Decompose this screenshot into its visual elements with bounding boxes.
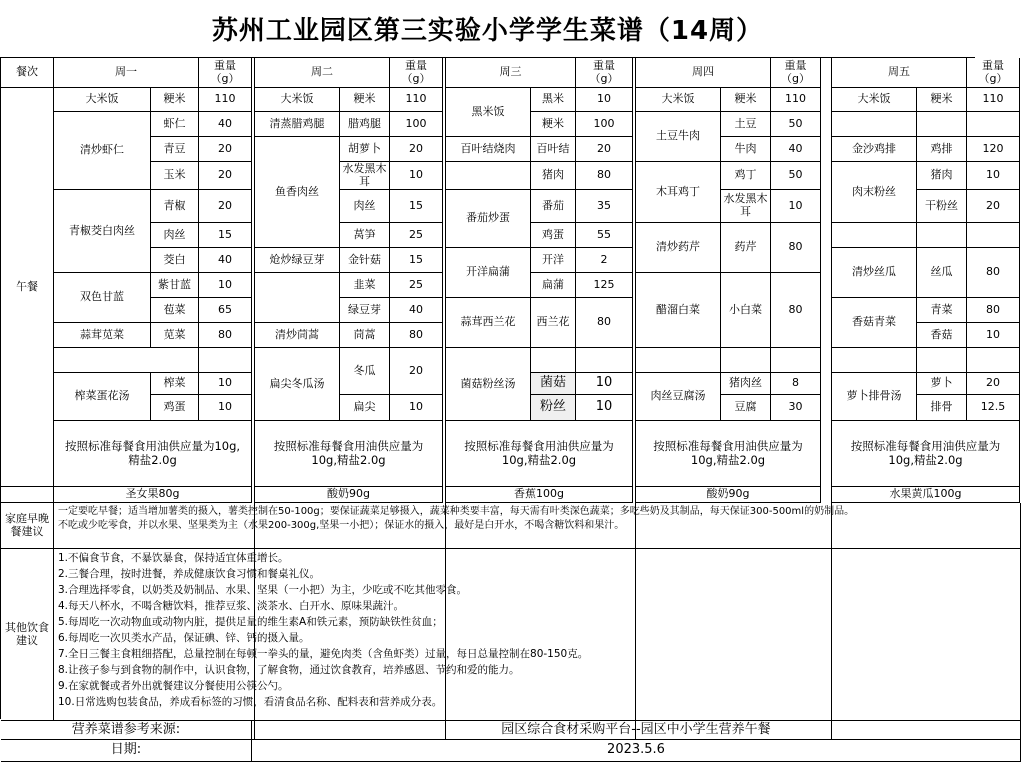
fri-empty-2w	[967, 223, 1020, 248]
tue-dish-4: 炝炒绿豆芽	[255, 248, 340, 273]
thu-dish-2: 土豆牛肉	[636, 112, 721, 162]
thu-empty-ing	[721, 348, 771, 373]
tue-weight-4c: 40	[390, 298, 443, 323]
mon-weight-1: 110	[199, 88, 252, 112]
mon-dish-1: 大米饭	[54, 88, 151, 111]
fri-weight-4: 80	[967, 248, 1020, 298]
thu-dish-6: 肉丝豆腐汤	[636, 373, 721, 421]
fri-dish-3: 肉末粉丝	[832, 162, 917, 223]
advice-item: 2.三餐合理，按时进餐，养成健康饮食习惯和餐桌礼仪。	[58, 567, 321, 580]
mon-weight-2c: 20	[199, 162, 252, 190]
advice-item: 9.在家就餐或者外出就餐建议分餐使用公筷公勺。	[58, 679, 289, 692]
thu-snack: 酸奶90g	[636, 487, 821, 503]
advice-item: 3.合理选择零食，以奶类及奶制品、水果、坚果（一小把）为主，少吃或不吃其他零食。	[58, 583, 468, 596]
snack-row-label-blank	[1, 487, 54, 503]
fri-weight-5a: 80	[967, 298, 1020, 323]
wed-ing-6b: 粉丝	[531, 395, 576, 421]
wed-weight-2b: 80	[576, 162, 633, 190]
fri-empty-3w	[967, 348, 1020, 373]
wed-weight-3b: 55	[576, 223, 633, 248]
mon-ing-3c: 茭白	[163, 252, 186, 266]
thu-weight-2a: 50	[771, 112, 821, 137]
thu-weight-4: 80	[771, 223, 821, 273]
fri-oil-note: 按照标准每餐食用油供应量为10g,精盐2.0g	[832, 421, 1020, 487]
fri-weight-5b: 10	[967, 323, 1020, 348]
tue-dish-3: 鱼香肉丝	[255, 137, 340, 248]
wed-dish-1: 黑米饭	[446, 88, 531, 137]
wed-ing-3a: 番茄	[531, 190, 576, 223]
wed-oil-note: 按照标准每餐食用油供应量为10g,精盐2.0g	[446, 421, 633, 487]
tue-dish-6: 扁尖冬瓜汤	[255, 348, 340, 421]
wed-weight-6b: 10	[576, 395, 633, 421]
family-advice-line-1: 一定要吃早餐；适当增加薯类的摄入，薯类控制在50-100g；要保证蔬菜足够摄入，蔬菜种类要丰富，每天需有叶类深色蔬菜；多吃些奶及其制品，每天保证300-500ml的奶制品。	[58, 506, 855, 517]
fri-empty-1i	[917, 112, 967, 137]
advice-item: 6.每周吃一次贝类水产品，保证碘、锌、钙的摄入量。	[58, 631, 310, 644]
tue-weight-6a: 20	[390, 348, 443, 395]
source-value: 园区综合食材采购平台--园区中小学生营养午餐	[252, 721, 1021, 740]
mon-oil-note: 按照标准每餐食用油供应量为10g,精盐2.0g	[54, 421, 252, 487]
tue-ing-4b: 韭菜	[340, 273, 390, 298]
advice-item: 1.不偏食节食，不暴饮暴食，保持适宜体重增长。	[58, 552, 289, 564]
tue-dish-5: 清炒茼蒿	[255, 323, 340, 348]
tue-ing-2: 腊鸡腿	[340, 112, 390, 137]
tue-weight-4a: 15	[390, 248, 443, 273]
tue-ing-3d: 莴笋	[340, 223, 390, 248]
mon-block-3	[54, 190, 199, 273]
mon-ing-5: 苋菜	[163, 327, 186, 341]
wed-ing-2b: 猪肉	[531, 162, 576, 190]
fri-weight-3a: 10	[967, 162, 1020, 190]
wed-weight-5: 80	[576, 298, 633, 348]
fri-empty-2i	[917, 223, 967, 248]
other-advice-list	[54, 549, 1021, 721]
meal-column-header: 餐次	[1, 58, 54, 88]
thu-dish-4: 清炒药芹	[636, 223, 721, 273]
fri-dish-6: 萝卜排骨汤	[832, 373, 917, 421]
advice-item: 4.每天八杯水，不喝含糖饮料，推荐豆浆、淡茶水、白开水、原味果蔬汁。	[58, 599, 405, 612]
tue-ing-6a: 冬瓜	[340, 348, 390, 395]
fri-ing-3b: 干粉丝	[917, 190, 967, 223]
mon-weight-4a: 10	[199, 273, 252, 298]
wed-ing-1b: 粳米	[531, 112, 576, 137]
tue-ing-3c: 肉丝	[340, 190, 390, 223]
wed-dish-3: 番茄炒蛋	[446, 190, 531, 248]
tue-ing-4c: 绿豆芽	[340, 298, 390, 323]
thu-ing-3a: 鸡丁	[721, 162, 771, 190]
thu-weight-5: 80	[771, 273, 821, 348]
tue-weight-4b: 25	[390, 273, 443, 298]
fri-ing-1: 粳米	[917, 88, 967, 112]
mon-row-5	[54, 323, 199, 348]
wed-ing-3b: 鸡蛋	[531, 223, 576, 248]
mon-weight-2a: 40	[199, 112, 252, 137]
advice-item: 10.日常选购包装食品，养成看标签的习惯，看清食品名称、配料表和营养成分表。	[58, 695, 443, 708]
mon-empty-row	[54, 348, 199, 373]
mon-ing-1: 粳米	[163, 92, 186, 106]
thu-dish-5: 醋溜白菜	[636, 273, 721, 348]
mon-weight-5: 80	[199, 323, 252, 348]
mon-weight-3a: 20	[199, 190, 252, 223]
advice-item: 5.每周吃一次动物血或动物内脏，提供足量的维生素A和铁元素，预防缺铁性贫血；	[58, 615, 443, 628]
mon-ing-3b: 肉丝	[151, 223, 198, 248]
fri-empty-3	[832, 348, 917, 373]
other-advice-label: 其他饮食建议	[1, 549, 54, 721]
wed-empty-weight	[576, 348, 633, 373]
wed-dish-2-cont	[446, 162, 531, 190]
weight-header-thu: 重量 （g）	[771, 58, 821, 88]
thu-empty-weight	[771, 348, 821, 373]
mon-ing-2b: 青豆	[151, 137, 198, 162]
tue-weight-3d: 25	[390, 223, 443, 248]
mon-ing-2a: 虾仁	[151, 112, 198, 137]
mon-block-6	[54, 373, 199, 421]
fri-dish-4: 清炒丝瓜	[832, 248, 917, 298]
advice-item: 8.让孩子参与到食物的制作中，认识食物，了解食物，通过饮食教育，培养感恩、节约和爱的能力。	[58, 663, 520, 676]
mon-ing-6a: 榨菜	[151, 373, 198, 395]
thu-dish-3: 木耳鸡丁	[636, 162, 721, 223]
thu-weight-1: 110	[771, 88, 821, 112]
family-advice-line-2: 不吃或少吃零食，并以水果、坚果类为主（水果200-300g,坚果一小把）；保证水的摄入，最好是白开水，不喝含糖饮料和果汁。	[58, 519, 625, 531]
fri-ing-2: 鸡排	[917, 137, 967, 162]
tue-ing-1: 粳米	[340, 88, 390, 112]
tue-snack: 酸奶90g	[255, 487, 443, 503]
fri-dish-5: 香菇青菜	[832, 298, 917, 348]
wed-dish-6: 菌菇粉丝汤	[446, 348, 531, 421]
wed-weight-1b: 100	[576, 112, 633, 137]
mon-dish-4: 双色甘蓝	[54, 273, 151, 322]
thu-weight-6b: 30	[771, 395, 821, 421]
mon-weight-6b: 10	[199, 395, 252, 421]
mon-dish-6: 榨菜蛋花汤	[54, 373, 151, 420]
tue-weight-2: 100	[390, 112, 443, 137]
tue-weight-6b: 10	[390, 395, 443, 421]
weight-header-tue: 重量 （g）	[390, 58, 443, 88]
mon-ing-6b: 鸡蛋	[163, 400, 186, 414]
tue-ing-6b: 扁尖	[340, 395, 390, 421]
weight-header-wed: 重量 （g）	[576, 58, 633, 88]
mon-weight-4b: 65	[199, 298, 252, 323]
thu-dish-1: 大米饭	[636, 88, 721, 112]
mon-dish-2: 清炒虾仁	[54, 112, 151, 189]
mon-ing-4a: 紫甘蓝	[151, 273, 198, 298]
wed-ing-5: 西兰花	[531, 298, 576, 348]
thu-ing-6a: 猪肉丝	[721, 373, 771, 395]
advice-item: 7.全日三餐主食粗细搭配，总量控制在每顿一拳头的量，避免肉类（含鱼虾类）过量，每日总量控制在80-150克。	[58, 647, 589, 660]
tue-dish-1: 大米饭	[255, 88, 340, 112]
tue-weight-3a: 20	[390, 137, 443, 162]
fri-ing-6a: 萝卜	[917, 373, 967, 395]
tue-ing-3a: 胡萝卜	[340, 137, 390, 162]
wed-snack: 香蕉100g	[446, 487, 633, 503]
mon-weight-3b: 15	[199, 223, 252, 248]
fri-ing-5b: 香菇	[917, 323, 967, 348]
fri-empty-2	[832, 223, 917, 248]
wed-dish-4: 开洋扁蒲	[446, 248, 531, 298]
day-header-tue: 周二	[255, 58, 390, 88]
wed-weight-3a: 35	[576, 190, 633, 223]
thu-oil-note: 按照标准每餐食用油供应量为10g,精盐2.0g	[636, 421, 821, 487]
thu-ing-6b: 豆腐	[721, 395, 771, 421]
date-label: 日期:	[1, 740, 252, 762]
tue-dish-4-cont	[255, 273, 340, 323]
tue-weight-1: 110	[390, 88, 443, 112]
meal-label-lunch: 午餐	[1, 88, 54, 487]
day-header-wed: 周三	[446, 58, 576, 88]
date-value: 2023.5.6	[252, 740, 1021, 762]
day-header-fri: 周五	[832, 58, 967, 88]
wed-ing-4b: 扁蒲	[531, 273, 576, 298]
thu-ing-2a: 土豆	[721, 112, 771, 137]
fri-weight-6b: 12.5	[967, 395, 1020, 421]
mon-ing-2c: 玉米	[163, 168, 186, 182]
fri-ing-5a: 青菜	[917, 298, 967, 323]
thu-ing-4: 药芹	[721, 223, 771, 273]
fri-weight-3b: 20	[967, 190, 1020, 223]
thu-ing-1: 粳米	[721, 88, 771, 112]
source-label: 营养菜谱参考来源:	[1, 721, 252, 740]
day-header-mon: 周一	[54, 58, 199, 88]
wed-empty-ing	[531, 348, 576, 373]
fri-empty-1	[832, 112, 917, 137]
mon-block-4	[54, 273, 199, 323]
thu-ing-5: 小白菜	[721, 273, 771, 348]
mon-ing-4b: 苞菜	[163, 302, 186, 316]
page-title: 苏州工业园区第三实验小学学生菜谱（14周）	[211, 15, 764, 46]
tue-ing-4a: 金针菇	[340, 248, 390, 273]
wed-ing-4a: 开洋	[531, 248, 576, 273]
thu-weight-6a: 8	[771, 373, 821, 395]
fri-weight-6a: 20	[967, 373, 1020, 395]
day-header-thu: 周四	[636, 58, 771, 88]
mon-block-2	[54, 112, 199, 190]
thu-ing-2b: 牛肉	[721, 137, 771, 162]
fri-empty-3i	[917, 348, 967, 373]
fri-dish-2: 金沙鸡排	[832, 137, 917, 162]
thu-weight-3b: 10	[771, 190, 821, 223]
thu-ing-3b: 水发黑木耳	[721, 190, 771, 223]
wed-ing-6a: 菌菇	[531, 373, 576, 395]
thu-weight-3a: 50	[771, 162, 821, 190]
family-advice-text	[54, 503, 1021, 549]
tue-weight-5: 80	[390, 323, 443, 348]
mon-weight-2b: 20	[199, 137, 252, 162]
wed-dish-5: 蒜茸西兰花	[446, 298, 531, 348]
thu-weight-2b: 40	[771, 137, 821, 162]
fri-snack: 水果黄瓜100g	[832, 487, 1020, 503]
fri-empty-1w	[967, 112, 1020, 137]
tue-dish-2: 清蒸腊鸡腿	[255, 112, 340, 137]
fri-dish-1: 大米饭	[832, 88, 917, 112]
weight-header-fri: 重量 （g）	[967, 58, 1020, 88]
fri-weight-2: 120	[967, 137, 1020, 162]
fri-ing-6b: 排骨	[917, 395, 967, 421]
wed-ing-1a: 黑米	[531, 88, 576, 112]
wed-weight-4b: 125	[576, 273, 633, 298]
wed-weight-1a: 10	[576, 88, 633, 112]
tue-ing-5: 茼蒿	[340, 323, 390, 348]
wed-dish-2: 百叶结烧肉	[446, 137, 531, 162]
wed-ing-2a: 百叶结	[531, 137, 576, 162]
tue-ing-3b: 水发黑木耳	[340, 162, 390, 190]
fri-ing-4: 丝瓜	[917, 248, 967, 298]
mon-snack: 圣女果80g	[54, 487, 252, 503]
mon-dish-3: 青椒茭白肉丝	[54, 190, 151, 272]
tue-weight-3c: 15	[390, 190, 443, 223]
fri-ing-3a: 猪肉	[917, 162, 967, 190]
mon-weight-6a: 10	[199, 373, 252, 395]
mon-dish-5: 蒜茸苋菜	[54, 323, 151, 347]
mon-empty-weight	[199, 348, 252, 373]
family-advice-label: 家庭早晚餐建议	[1, 503, 54, 549]
mon-weight-3c: 40	[199, 248, 252, 273]
wed-weight-4a: 2	[576, 248, 633, 273]
mon-row-1	[54, 88, 199, 112]
weight-header-mon: 重量 （g）	[199, 58, 252, 88]
tue-oil-note: 按照标准每餐食用油供应量为10g,精盐2.0g	[255, 421, 443, 487]
tue-weight-3b: 10	[390, 162, 443, 190]
wed-weight-2a: 20	[576, 137, 633, 162]
thu-empty-dish	[636, 348, 721, 373]
fri-weight-1: 110	[967, 88, 1020, 112]
wed-weight-6a: 10	[576, 373, 633, 395]
menu-table	[0, 57, 1008, 758]
mon-ing-3a: 青椒	[151, 190, 198, 223]
